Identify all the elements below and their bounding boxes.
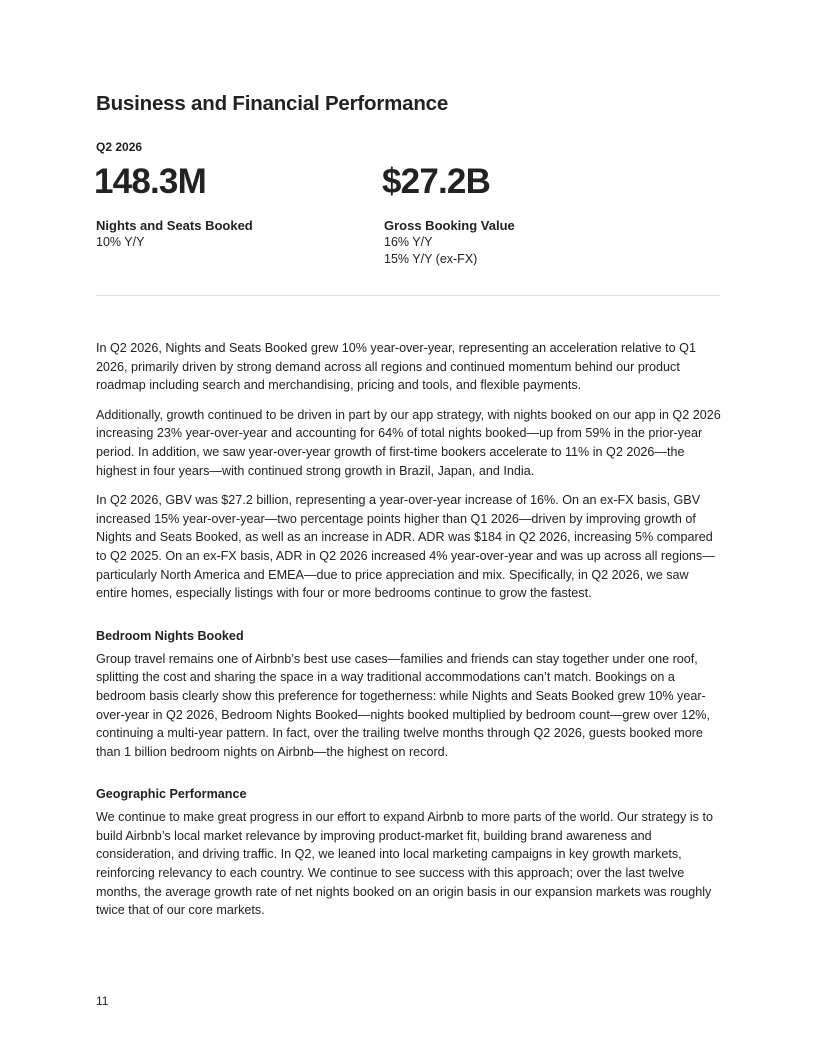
metric-nights-seats-booked — [94, 160, 374, 251]
paragraph: In Q2 2026, Nights and Seats Booked grew 10% year-over-year, representing an acceleration relative to Q1 2026, primarily driven by strong demand across all regions and continued momentum behind our product roadmap including search and merchandising, pricing and tools, and flexible payments. — [96, 341, 696, 393]
section-divider — [96, 295, 720, 296]
metric-value: $27.2B — [382, 162, 491, 201]
body-text — [96, 339, 722, 931]
section-heading-geographic: Geographic Performance — [96, 787, 247, 802]
page-number: 11 — [96, 994, 109, 1008]
paragraph: We continue to make great progress in our effort to expand Airbnb to more parts of the world. Our strategy is to build Airbnb’s local market relevance by improving product-market fit, building brand awareness and consideration, and driving traffic. In Q2, we leaned into local marketing campaigns in key growth markets, reinforcing relevancy to each country. We continue to see success with this approach; over the last twelve months, the average growth rate of net nights booked on an origin basis in our expansion markets was roughly twice that of our core markets. — [96, 810, 713, 918]
metric-value: 148.3M — [94, 162, 206, 201]
metric-yoy-ex-fx: 15% Y/Y (ex-FX) — [384, 251, 478, 266]
section-heading-bedroom-nights: Bedroom Nights Booked — [96, 628, 244, 643]
metric-yoy: 10% Y/Y — [96, 235, 145, 249]
paragraph: Additionally, growth continued to be driven in part by our app strategy, with nights booked on our app in Q2 2026 increasing 23% year-over-year and accounting for 64% of total nights booked—up from 59% in the prior-year period. In addition, we saw year-over-year growth of first-time bookers accelerate to 11% in Q2 2026—the highest in four years—with continued strong growth in Brazil, Japan, and India. — [96, 407, 721, 478]
paragraph: Group travel remains one of Airbnb’s best use cases—families and friends can stay together under one roof, splitting the cost and sharing the space in a way traditional accommodations can’t match. Bookings on a bedroom basis clearly show this preference for togetherness: while Nights and Seats Booked grew 10% year-over-year in Q2 2026, Bedroom Nights Booked—nights booked multiplied by bedroom count—grew over 12%, continuing a multi-year pattern. In fact, over the trailing twelve months through Q2 2026, guests booked more than 1 billion bedroom nights on Airbnb—the highest on record. — [96, 651, 710, 759]
paragraph: In Q2 2026, GBV was $27.2 billion, representing a year-over-year increase of 16%. On an ex-FX basis, GBV increased 15% year-over-year—two percentage points higher than Q1 2026—driven by improving growth of Nights and Seats Booked, as well as an increase in ADR. ADR was $184 in Q2 2026, increasing 5% compared to Q2 2025. On an ex-FX basis, ADR in Q2 2026 increased 4% year-over-year and was up across all regions—particularly North America and EMEA—due to price appreciation and mix. Specifically, in Q2 2026, we saw entire homes, especially listings with four or more bedrooms continue to grow the fastest. — [96, 493, 715, 601]
metric-label: Nights and Seats Booked — [96, 218, 253, 233]
metric-yoy: 16% Y/Y — [384, 235, 433, 249]
metric-gross-booking-value — [382, 160, 662, 267]
document-page — [96, 0, 720, 1056]
period-label: Q2 2026 — [96, 140, 143, 154]
page-title: Business and Financial Performance — [96, 92, 449, 115]
metric-label: Gross Booking Value — [384, 218, 515, 233]
